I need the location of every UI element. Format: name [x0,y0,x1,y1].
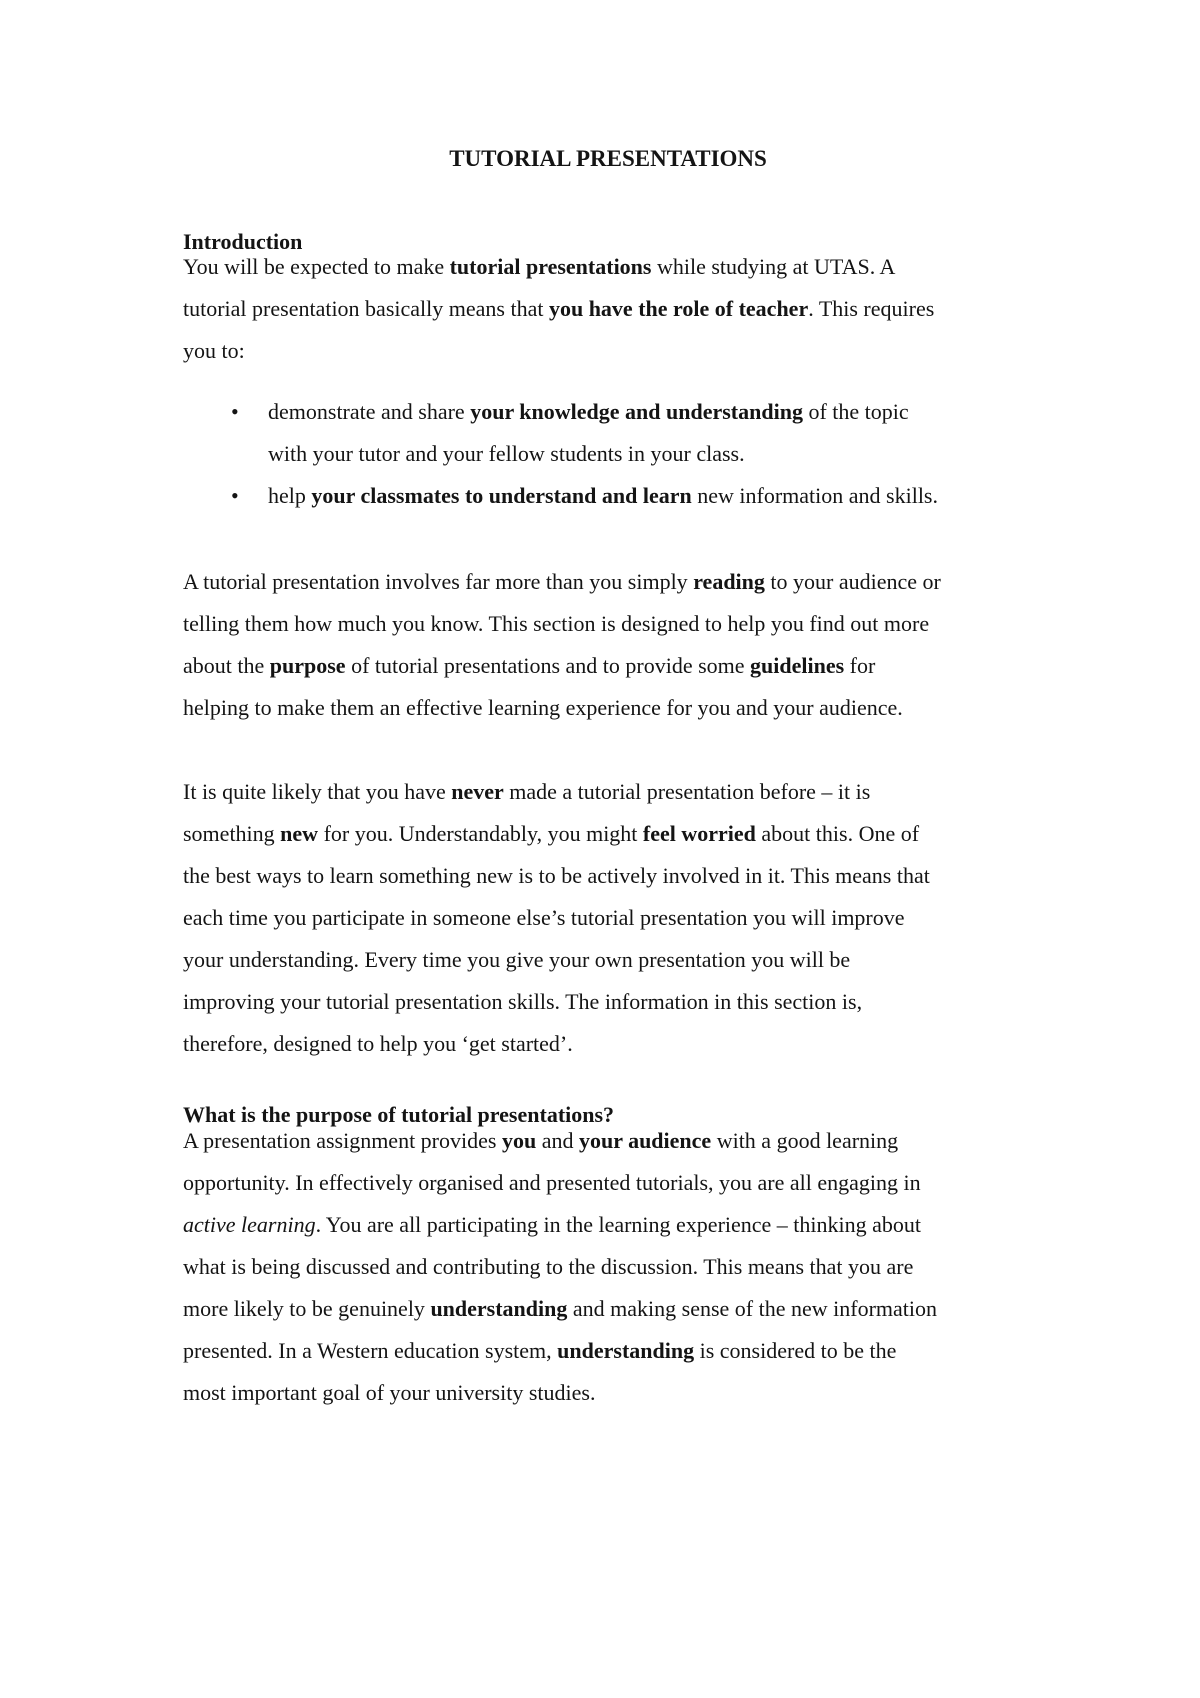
text-line: you to: [183,338,245,363]
intro-paragraph-2 [183,561,1033,729]
text-line: telling them how much you know. This section is designed to help you find out more [183,611,930,636]
list-item [183,475,1033,517]
text-line: about the purpose of tutorial presentations and to provide some guidelines for [183,653,876,678]
emphasis: your audience [578,1128,712,1153]
intro-paragraph-3 [183,771,1033,1065]
text-line: each time you participate in someone else’s tutorial presentation you will improve [183,905,905,930]
purpose-paragraph [183,1120,1033,1414]
text-line: more likely to be genuinely understanding and making sense of the new information [183,1296,938,1321]
text-line: It is quite likely that you have never made a tutorial presentation before – it is [183,779,871,804]
text-line: what is being discussed and contributing to the discussion. This means that you are [183,1254,914,1279]
emphasis: new [280,821,319,846]
emphasis: understanding [430,1296,568,1321]
text-line: tutorial presentation basically means that you have the role of teacher. This requires [183,296,935,321]
text-line: something new for you. Understandably, you might feel worried about this. One of [183,821,920,846]
intro-bullet-list [183,391,1033,517]
text-line: A tutorial presentation involves far more than you simply reading to your audience or [183,569,941,594]
bullet-icon: • [231,483,239,508]
text-line: therefore, designed to help you ‘get started’. [183,1031,573,1056]
text-line: helping to make them an effective learning experience for you and your audience. [183,695,903,720]
emphasis: your classmates to understand and learn [311,483,692,508]
text-line: the best ways to learn something new is to be actively involved in it. This means that [183,863,930,888]
text-line: with your tutor and your fellow students in your class. [268,441,745,466]
emphasis-italic: active learning [183,1212,316,1237]
heading-introduction: Introduction [183,229,303,254]
text-line: your understanding. Every time you give your own presentation you will be [183,947,851,972]
emphasis: purpose [269,653,346,678]
text-line: demonstrate and share your knowledge and understanding of the topic [268,399,909,424]
text-line: presented. In a Western education system, understanding is considered to be the [183,1338,897,1363]
list-item [183,391,1033,475]
emphasis: feel worried [642,821,756,846]
text-line: A presentation assignment provides you and your audience with a good learning [183,1128,899,1153]
emphasis: you have the role of teacher [548,296,809,321]
text-line: most important goal of your university studies. [183,1380,596,1405]
emphasis: never [451,779,504,804]
text-line: improving your tutorial presentation skills. The information in this section is, [183,989,863,1014]
text-line: opportunity. In effectively organised and presented tutorials, you are all engaging in [183,1170,921,1195]
text-line: You will be expected to make tutorial presentations while studying at UTAS. A [183,254,896,279]
text-line: help your classmates to understand and learn new information and skills. [268,483,938,508]
emphasis: guidelines [750,653,845,678]
heading-purpose: What is the purpose of tutorial presentations? [183,1102,615,1127]
text-line: active learning. You are all participating in the learning experience – thinking about [183,1212,922,1237]
document-title: TUTORIAL PRESENTATIONS [449,146,767,171]
emphasis: understanding [557,1338,695,1363]
emphasis: your knowledge and understanding [470,399,803,424]
bullet-icon: • [231,399,239,424]
emphasis: tutorial presentations [449,254,652,279]
intro-paragraph-1 [183,246,1033,372]
emphasis: reading [693,569,765,594]
emphasis: you [501,1128,537,1153]
